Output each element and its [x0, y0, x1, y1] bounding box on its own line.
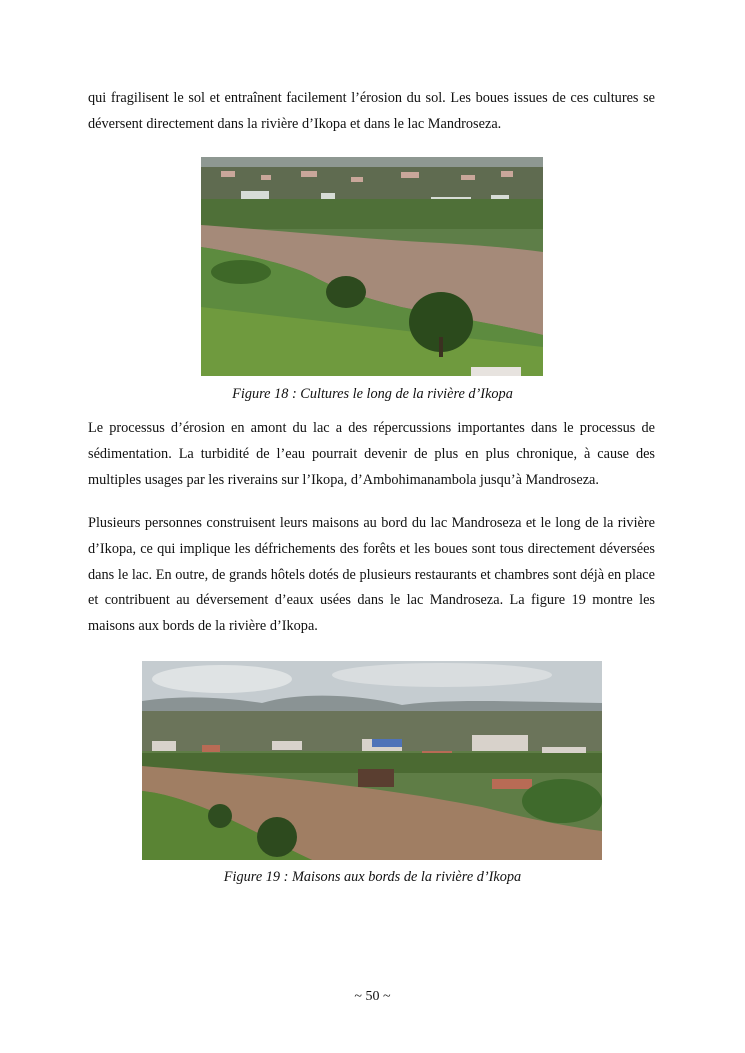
figure-18-photo: [201, 157, 543, 376]
page-number: ~ 50 ~: [354, 989, 391, 1004]
figure-18-caption: Figure 18 : Cultures le long de la rivière d’Ikopa: [232, 386, 513, 402]
figure-19-caption: Figure 19 : Maisons aux bords de la rivière d’Ikopa: [223, 869, 522, 885]
paragraph-construction: Plusieurs personnes construisent leurs maisons au bord du lac Mandroseza et le long de la rivière d’Ikopa, ce qui implique les défrichements des forêts et les boues sont tous directement déversées dans le lac. En outre, de grands hôtels dotés de plusieurs restaurants et chambres sont déjà en place et contribuent au déversement d’eaux usées dans le lac Mandroseza. La figure 19 montre les maisons aux bords de la rivière d’Ikopa.: [88, 515, 655, 635]
paragraph-erosion: Le processus d’érosion en amont du lac a des répercussions importantes dans le processus de sédimentation. La turbidité de l’eau pourrait devenir de plus en plus chronique, à cause des multiples usages par les riverains sur l’Ikopa, d’Ambohimanambola jusqu’à Mandroseza.: [88, 420, 655, 488]
paragraph-intro: qui fragilisent le sol et entraînent facilement l’érosion du sol. Les boues issues de ces cultures se déversent directement dans la rivière d’Ikopa et dans le lac Mandroseza.: [88, 90, 655, 132]
figure-19-photo: [142, 661, 602, 860]
